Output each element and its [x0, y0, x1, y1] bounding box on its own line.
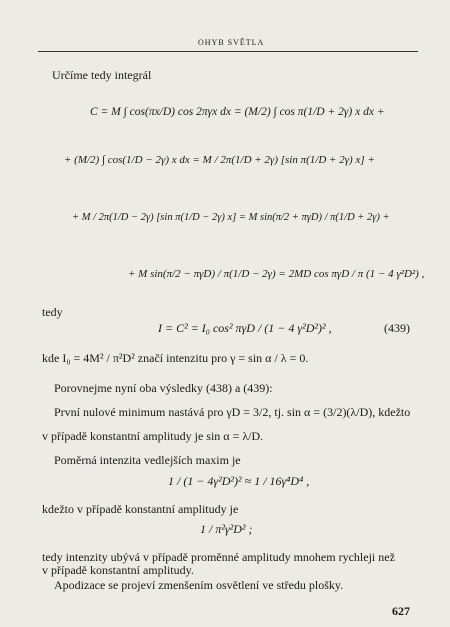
equation-line-1: C = M ∫ cos(πx/D) cos 2πγx dx = (M/2) ∫ cos π(1/D + 2γ) x dx +	[90, 106, 385, 118]
equation-line-2: + (M/2) ∫ cos(1/D − 2γ) x dx = M / 2π(1/D + 2γ) [sin π(1/D + 2γ) x] +	[64, 154, 375, 166]
equation-ratio: 1 / (1 − 4γ²D²)² ≈ 1 / 16γ⁴D⁴ ,	[168, 474, 310, 488]
page-number: 627	[392, 604, 410, 618]
equation-439: I = C² = I₀ cos² πγD / (1 − 4 γ²D²)² ,	[158, 321, 332, 335]
equation-number-439: (439)	[384, 321, 410, 335]
pomerna-intenzita-text: Poměrná intenzita vedlejších maxim je	[54, 453, 241, 467]
equation-line-3: + M / 2π(1/D − 2γ) [sin π(1/D − 2γ) x] = M sin(π/2 + πγD) / π(1/D + 2γ) +	[72, 212, 390, 223]
equation-line-4: + M sin(π/2 − πγD) / π(1/D − 2γ) = 2MD cos πγD / π (1 − 4 γ²D²) ,	[128, 268, 425, 280]
running-header: OHYB SVĚTLA	[198, 38, 265, 47]
kdezto-text: kdežto v případě konstantní amplitudy je	[42, 502, 239, 516]
tedy-label: tedy	[42, 305, 63, 319]
header-rule	[38, 51, 418, 52]
conclusion-line-2: v případě konstantní amplitudy.	[42, 563, 194, 577]
porovnejme-text: Porovnejme nyní oba výsledky (438) a (439):	[54, 381, 273, 395]
conclusion-line-1: tedy intenzity ubývá v případě proměnné amplitudy mnohem rychleji než	[42, 550, 395, 564]
prvni-minimum-text: První nulové minimum nastává pro γD = 3/2, tj. sin α = (3/2)(λ/D), kdežto	[54, 405, 411, 419]
konstantni-amplituda-text: v případě konstantní amplitudy je sin α = λ/D.	[42, 429, 264, 443]
equation-constant: 1 / π²γ²D² ;	[200, 522, 253, 536]
intro-text: Určíme tedy integrál	[52, 68, 152, 82]
kde-text: kde I₀ = 4M² / π²D² značí intenzitu pro γ = sin α / λ = 0.	[42, 351, 309, 365]
apodizace-text: Apodizace se projeví zmenšením osvětlení ve středu plošky.	[54, 578, 344, 592]
